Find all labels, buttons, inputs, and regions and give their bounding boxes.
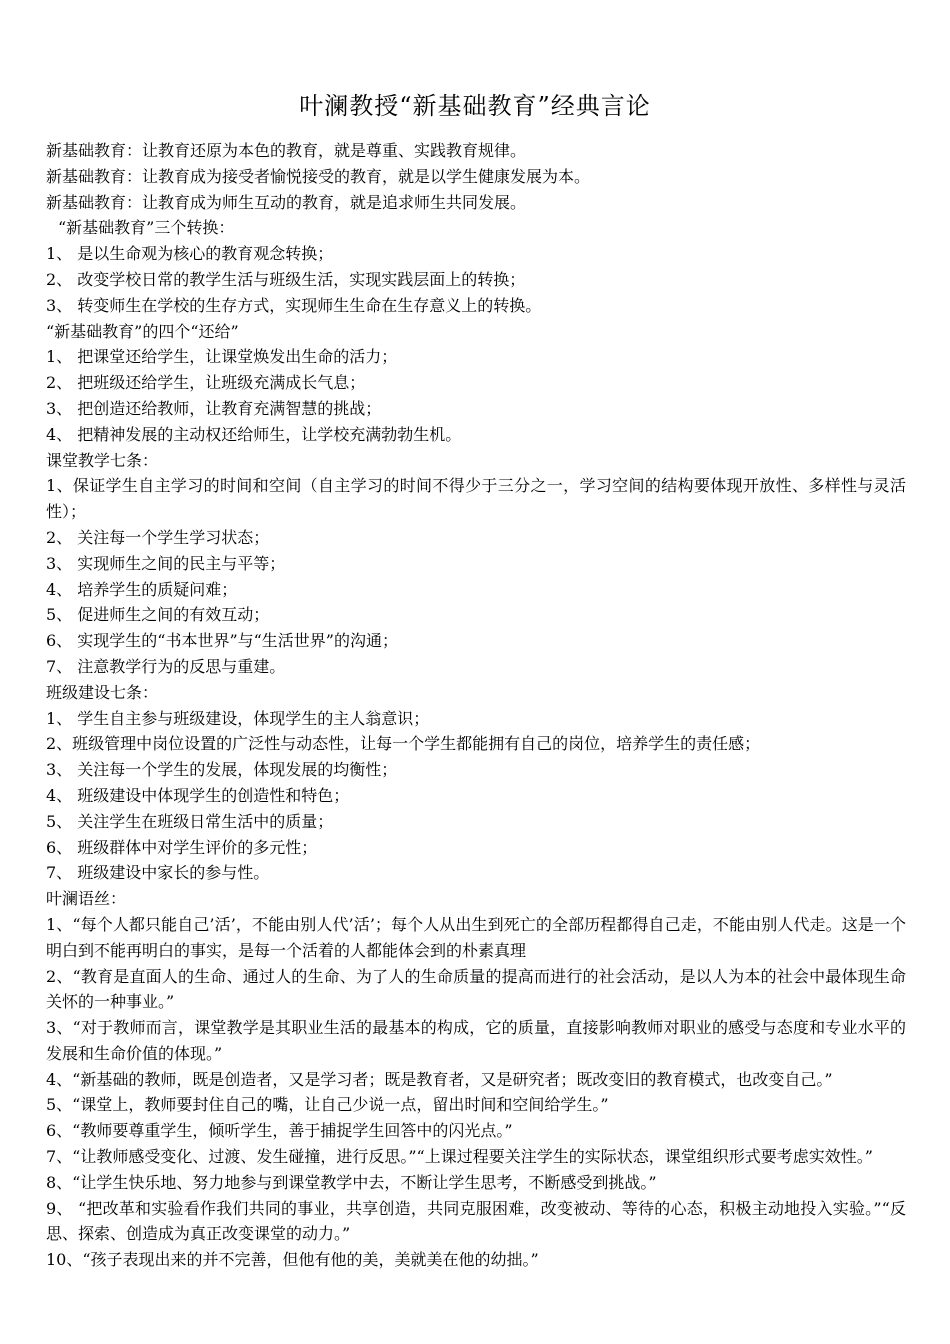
- quote-item: 4、“新基础的教师，既是创造者，又是学习者；既是教育者，又是研究者；既改变旧的教育模式，也改变自己。”: [46, 1069, 833, 1089]
- quote-item: 9、 “把改革和实验看作我们共同的事业，共享创造，共同克服困难，改变被动、等待的心态，积极主动地投入实验。”“反思、探索、创造成为真正改变课堂的动力。”: [46, 1198, 906, 1244]
- quote-item: 10、“孩子表现出来的并不完善，但他有他的美，美就美在他的幼拙。”: [46, 1250, 539, 1270]
- intro-line: 新基础教育：让教育成为接受者愉悦接受的教育，就是以学生健康发展为本。: [46, 166, 591, 186]
- list-item: 3、 把创造还给教师，让教育充满智慧的挑战；: [46, 398, 382, 418]
- list-item: 7、 班级建设中家长的参与性。: [46, 863, 270, 883]
- list-item: 3、 实现师生之间的民主与平等；: [46, 553, 286, 573]
- list-item: 4、 培养学生的质疑问难；: [46, 579, 238, 599]
- list-item: 1、保证学生自主学习的时间和空间（自主学习的时间不得少于三分之一，学习空间的结构要体现开放性、多样性与灵活性）；: [46, 476, 906, 522]
- list-item: 5、 关注学生在班级日常生活中的质量；: [46, 811, 334, 831]
- section-heading-returns: “新基础教育”的四个“还给”: [46, 321, 239, 341]
- list-item: 2、 把班级还给学生，让班级充满成长气息；: [46, 373, 366, 393]
- section-heading-quotes: 叶澜语丝：: [46, 889, 127, 909]
- list-item: 1、 是以生命观为核心的教育观念转换；: [46, 244, 334, 264]
- quote-item: 3、“对于教师而言，课堂教学是其职业生活的最基本的构成，它的质量，直接影响教师对职业的感受与态度和专业水平的发展和生命价值的体现。”: [46, 1018, 906, 1063]
- section-heading-classbuild: 班级建设七条：: [46, 682, 159, 702]
- document-title: 叶澜教授“新基础教育”经典言论: [299, 92, 651, 120]
- list-item: 3、 转变师生在学校的生存方式，实现师生生命在生存意义上的转换。: [46, 295, 542, 315]
- intro-line: 新基础教育：让教育成为师生互动的教育，就是追求师生共同发展。: [46, 192, 527, 212]
- quote-item: 1、“每个人都只能自己’活’，不能由别人代’活’；每个人从出生到死亡的全部历程都得自己走，不能由别人代走。这是一个明白到不能再明白的事实，是每一个活着的人都能体会到的朴素真理: [46, 914, 906, 960]
- quote-item: 2、“教育是直面人的生命、通过人的生命、为了人的生命质量的提高而进行的社会活动，是以人为本的社会中最体现生命关怀的一种事业。”: [46, 966, 906, 1012]
- section-heading-conversions: “新基础教育”三个转换：: [58, 218, 235, 238]
- quote-item: 8、“让学生快乐地、努力地参与到课堂教学中去，不断让学生思考，不断感受到挑战。”: [46, 1172, 657, 1192]
- list-item: 7、 注意教学行为的反思与重建。: [46, 656, 286, 676]
- list-item: 5、 促进师生之间的有效互动；: [46, 605, 270, 625]
- quote-item: 7、“让教师感受变化、过渡、发生碰撞，进行反思。”“上课过程要关注学生的实际状态，课堂组织形式要考虑实效性。”: [46, 1147, 873, 1167]
- list-item: 2、 关注每一个学生学习状态；: [46, 527, 270, 547]
- list-item: 3、 关注每一个学生的发展，体现发展的均衡性；: [46, 760, 398, 780]
- list-item: 4、 把精神发展的主动权还给师生，让学校充满勃勃生机。: [46, 424, 462, 444]
- list-item: 6、 班级群体中对学生评价的多元性；: [46, 837, 318, 857]
- document-body: [46, 138, 906, 1273]
- list-item: 2、班级管理中岗位设置的广泛性与动态性，让每一个学生都能拥有自己的岗位，培养学生的责任感；: [46, 734, 761, 754]
- section-heading-classroom: 课堂教学七条：: [46, 450, 159, 470]
- list-item: 2、 改变学校日常的教学生活与班级生活，实现实践层面上的转换；: [46, 269, 526, 289]
- list-item: 1、 把课堂还给学生，让课堂焕发出生命的活力；: [46, 347, 398, 367]
- quote-item: 5、“课堂上，教师要封住自己的嘴，让自己少说一点，留出时间和空间给学生。”: [46, 1095, 609, 1115]
- quote-item: 6、“教师要尊重学生，倾听学生，善于捕捉学生回答中的闪光点。”: [46, 1121, 513, 1141]
- list-item: 4、 班级建设中体现学生的创造性和特色；: [46, 785, 350, 805]
- list-item: 1、 学生自主参与班级建设，体现学生的主人翁意识；: [46, 708, 430, 728]
- list-item: 6、 实现学生的“书本世界”与“生活世界”的沟通；: [46, 631, 398, 651]
- intro-line: 新基础教育：让教育还原为本色的教育，就是尊重、实践教育规律。: [46, 141, 527, 160]
